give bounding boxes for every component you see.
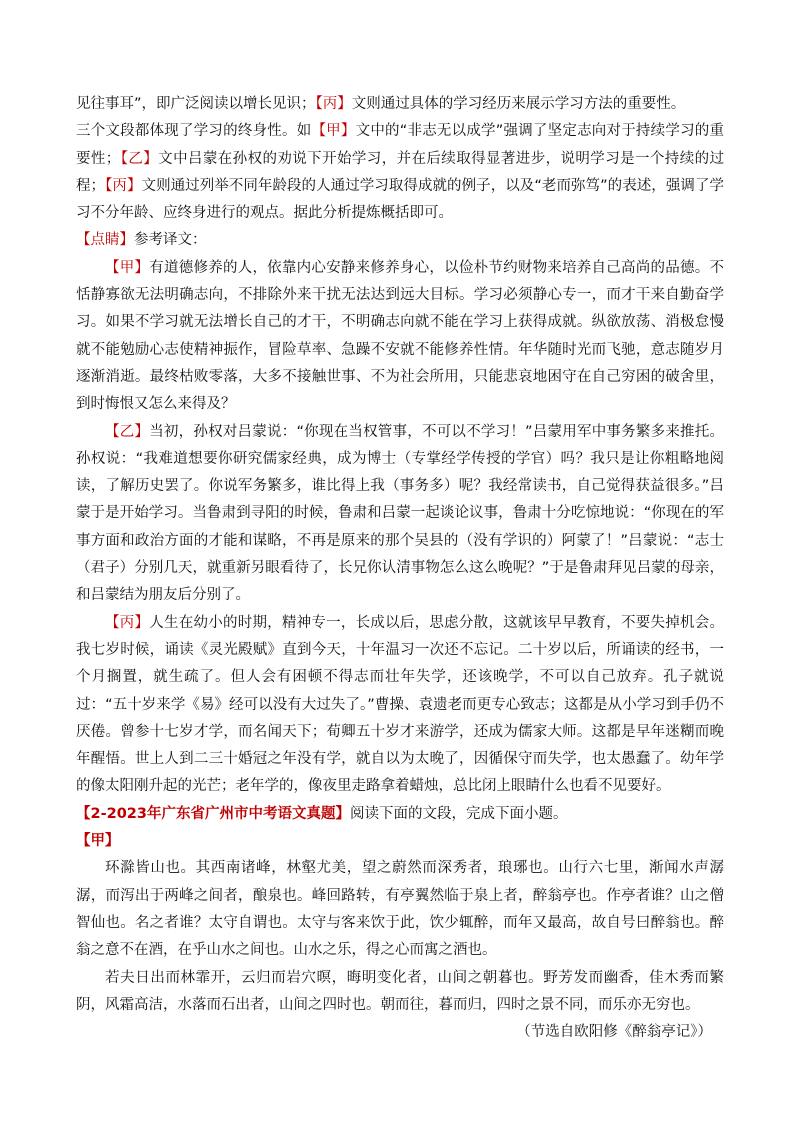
question-source-label: 【2-2023年广东省广州市中考语文真题】 bbox=[76, 805, 350, 822]
text-run: 文中的“非志无以成学”强调了坚定志向对于持续学习的重要性； bbox=[76, 123, 725, 167]
text-run: 见往事耳”，即广泛阅读以增长见识； bbox=[76, 96, 316, 112]
page-content bbox=[76, 91, 724, 1046]
passage-source: （节选自欧阳修《醉翁亭记》） bbox=[516, 1024, 712, 1041]
section-mark-bing: 【丙】 bbox=[315, 96, 352, 112]
section-mark-jia: 【甲】 bbox=[76, 833, 120, 850]
text-run: 文中吕蒙在孙权的劝说下开始学习，并在后续取得显著进步，说明学习是一个持续的过程； bbox=[76, 150, 725, 194]
translation-yi-text: 当初，孙权对吕蒙说：“你现在当权管事，不可以不学习！”吕蒙用军中事务繁多来推托。孙权说：“我难道想要你研究儒家经典，成为博士（专掌经学传授的学官）吗？我只是让你粗略地阅读，了解历史罢了。你说军务繁多，谁比得上我（事务多）呢？我经常读书，自己觉得获益很多。”吕蒙于是开始学习。当鲁肃到寻阳的时候，鲁肃和吕蒙一起谈论议事，鲁肃十分吃惊地说：“你现在的军事方面和政治方面的才能和谋略，不再是原来的那个吴县的（没有学识的）阿蒙了！”吕蒙说：“志士（君子）分别几天，就重新另眼看待了，长兄你认清事物怎么这么晚呢？”于是鲁肃拜见吕蒙的母亲，和吕蒙结为朋友后分别了。 bbox=[76, 423, 725, 604]
passage-paragraph-1: 环滁皆山也。其西南诸峰，林壑尤美，望之蔚然而深秀者，琅琊也。山行六七里，渐闻水声潺潺，而泻出于两峰之间者，酿泉也。峰回路转，有亭翼然临于泉上者，醉翁亭也。作亭者谁？山之僧智仙也。名之者谁？太守自谓也。太守与客来饮于此，饮少辄醉，而年又最高，故自号曰醉翁也。醉翁之意不在酒，在乎山水之间也。山水之乐，得之心而寓之酒也。 bbox=[76, 860, 724, 959]
tip-heading bbox=[76, 227, 724, 254]
question-heading bbox=[76, 801, 724, 828]
translation-jia-text: 有道德修养的人，依靠内心安静来修养身心，以俭朴节约财物来培养自己高尚的品德。不恬静寡欲无法明确志向，不排除外来干扰无法达到远大目标。学习必须静心专一，而才干来自勤奋学习。如果不学习就无法增长自己的才干，不明确志向就不能在学习上获得成就。纵欲放荡、消极怠慢就不能勉励心志使精神振作，冒险草率、急躁不安就不能修养性情。年华随时光而飞驰，意志随岁月逐渐消逝。最终枯败零落，大多不接触世事、不为社会所用，只能悲哀地困守在自己穷困的破舍里，到时悔恨又怎么来得及？ bbox=[76, 259, 724, 413]
section-mark-jia: 【甲】 bbox=[105, 259, 150, 276]
passage-paragraph-2: 若夫日出而林霏开，云归而岩穴暝，晦明变化者，山间之朝暮也。野芳发而幽香，佳木秀而繁阴，风霜高洁，水落而石出者，山间之四时也。朝而往，暮而归，四时之景不同，而乐亦无穷也。 bbox=[76, 969, 724, 1013]
translation-bing bbox=[76, 610, 724, 801]
question-section-heading bbox=[76, 828, 724, 855]
translation-yi bbox=[76, 419, 724, 610]
question-instruction: 阅读下面的文段，完成下面小题。 bbox=[349, 805, 568, 822]
section-mark-bing: 【丙】 bbox=[105, 177, 142, 194]
section-mark-yi: 【乙】 bbox=[120, 150, 159, 167]
text-run: 三个文段都体现了学习的终身性。如 bbox=[76, 123, 312, 140]
translation-bing-text: 人生在幼小的时期，精神专一，长成以后，思虑分散，这就该早早教育，不要失掉机会。我七岁时候，诵读《灵光殿赋》直到今天，十年温习一次还不忘记。二十岁以后，所诵读的经书，一个月搁置，就生疏了。但人会有困顿不得志而壮年失学，还该晚学，不可以自己放弃。孔子就说过：“五十岁来学《易》经可以没有大过失了。”曹操、袁遗老而更专心致志；这都是从小学习到手仍不厌倦。曾参十七岁才学，而名闻天下；荀卿五十岁才来游学，还成为儒家大师。这都是早年迷糊而晚年醒悟。世上人到二三十婚冠之年没有学，就自以为太晚了，因循保守而失学，也太愚蠢了。幼年学的像太阳刚升起的光芒；老年学的，像夜里走路拿着蜡烛，总比闭上眼睛什么也看不见要好。 bbox=[76, 614, 724, 795]
translation-jia bbox=[76, 255, 724, 419]
analysis-paragraph-2 bbox=[76, 118, 724, 227]
tip-title: 参考译文： bbox=[134, 232, 207, 249]
text-run: 文则通过列举不同年龄段的人通过学习取得成就的例子，以及“老而弥笃”的表述，强调了学习不分年龄、应终身进行的观点。据此分析提炼概括即可。 bbox=[76, 177, 725, 222]
text-run: 文则通过具体的学习经历来展示学习方法的重要性。 bbox=[351, 96, 686, 112]
section-mark-yi: 【乙】 bbox=[105, 423, 150, 440]
analysis-paragraph-1 bbox=[76, 91, 724, 118]
section-mark-bing: 【丙】 bbox=[105, 614, 150, 631]
section-mark-jia: 【甲】 bbox=[311, 123, 356, 140]
tip-label: 【点睛】 bbox=[76, 232, 134, 249]
